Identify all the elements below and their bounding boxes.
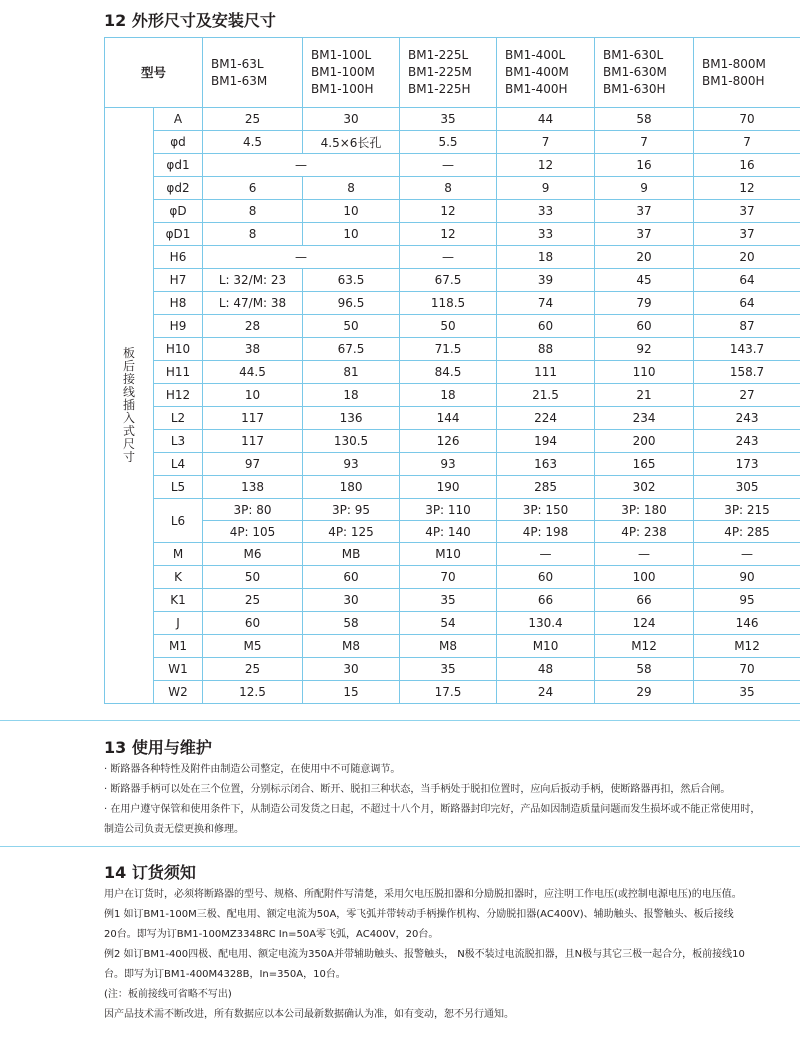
dimension-value: 8 bbox=[203, 223, 303, 246]
model-column-header bbox=[203, 38, 303, 108]
model-name: BM1-63M bbox=[211, 73, 268, 88]
dimension-value: 100 bbox=[595, 566, 694, 589]
dimension-label: φd1 bbox=[154, 154, 203, 177]
table-row bbox=[105, 246, 800, 269]
dimension-label: A bbox=[154, 108, 203, 131]
dimension-value: M12 bbox=[595, 635, 694, 658]
dimension-value: 93 bbox=[400, 453, 497, 476]
dimension-value: 24 bbox=[497, 681, 595, 704]
dimension-value: 16 bbox=[694, 154, 800, 177]
dimension-value: 200 bbox=[595, 430, 694, 453]
model-name: BM1-400H bbox=[505, 82, 568, 96]
model-name: BM1-800H bbox=[702, 73, 765, 88]
table-row bbox=[105, 543, 800, 566]
dimension-value: 12.5 bbox=[203, 681, 303, 704]
dimension-value: 64 bbox=[694, 292, 800, 315]
dimension-value: 35 bbox=[400, 658, 497, 681]
dimension-value: 10 bbox=[303, 223, 400, 246]
dimension-value: MB bbox=[303, 543, 400, 566]
ordering-line: 例2 如订BM1-400四极、配电用、额定电流为350A并带辅助触头、报警触头， N极不装过电流脱扣器，且N极与其它三极一起合分，板前接线10 bbox=[104, 949, 745, 960]
table-row bbox=[105, 338, 800, 361]
dimension-value: 16 bbox=[595, 154, 694, 177]
table-row bbox=[105, 269, 800, 292]
dimension-value: 130.4 bbox=[497, 612, 595, 635]
dimension-value: 194 bbox=[497, 430, 595, 453]
dimension-value: 144 bbox=[400, 407, 497, 430]
dimension-value: 38 bbox=[203, 338, 303, 361]
dimension-label: L5 bbox=[154, 476, 203, 499]
model-name: BM1-400M bbox=[505, 65, 569, 79]
model-column-header bbox=[497, 38, 595, 108]
table-row bbox=[105, 658, 800, 681]
table-row bbox=[105, 315, 800, 338]
dimension-value: 70 bbox=[694, 658, 800, 681]
dimension-value: 18 bbox=[400, 384, 497, 407]
dimension-value: 33 bbox=[497, 200, 595, 223]
dimension-value: 8 bbox=[400, 177, 497, 200]
ordering-line: 台。即写为订BM1-400M4328B，In=350A，10台。 bbox=[104, 969, 346, 980]
maintenance-line: · 断路器手柄可以处在三个位置，分别标示闭合、断开、脱扣三种状态，当手柄处于脱扣位置时，应向后扳动手柄，使断路器再扣，然后合闸。 bbox=[104, 784, 731, 795]
dimension-value: 4P: 105 bbox=[203, 521, 303, 543]
dimension-value: 180 bbox=[303, 476, 400, 499]
dimension-value: 25 bbox=[203, 589, 303, 612]
dimension-value: 87 bbox=[694, 315, 800, 338]
dimension-value: 50 bbox=[400, 315, 497, 338]
model-column-header bbox=[694, 38, 800, 108]
model-name: BM1-63L bbox=[211, 56, 264, 71]
dimension-value: 84.5 bbox=[400, 361, 497, 384]
dimension-value: 58 bbox=[595, 108, 694, 131]
dimension-value: 146 bbox=[694, 612, 800, 635]
table-row bbox=[105, 384, 800, 407]
model-name: BM1-800M bbox=[702, 56, 766, 71]
model-column-header bbox=[400, 38, 497, 108]
dimension-value: 243 bbox=[694, 407, 800, 430]
dimension-label: L6 bbox=[154, 499, 203, 543]
dimension-value: 96.5 bbox=[303, 292, 400, 315]
dimension-value: 243 bbox=[694, 430, 800, 453]
dimension-value: 7 bbox=[497, 131, 595, 154]
dimension-value: 90 bbox=[694, 566, 800, 589]
dimension-value: 136 bbox=[303, 407, 400, 430]
dimension-value: 5.5 bbox=[400, 131, 497, 154]
dimension-label: W1 bbox=[154, 658, 203, 681]
group-label bbox=[105, 108, 154, 704]
dimension-value: 33 bbox=[497, 223, 595, 246]
dimension-value: 190 bbox=[400, 476, 497, 499]
dimension-value: M5 bbox=[203, 635, 303, 658]
dimension-value: 10 bbox=[203, 384, 303, 407]
dimension-value: 54 bbox=[400, 612, 497, 635]
dimension-value: 81 bbox=[303, 361, 400, 384]
table-row bbox=[105, 177, 800, 200]
dimension-value: 285 bbox=[497, 476, 595, 499]
dimension-value: 93 bbox=[303, 453, 400, 476]
dimension-label: J bbox=[154, 612, 203, 635]
table-row bbox=[105, 612, 800, 635]
table-row bbox=[105, 292, 800, 315]
ordering-line: (注：板前接线可省略不写出) bbox=[104, 989, 232, 1000]
dimension-label: H10 bbox=[154, 338, 203, 361]
dimension-value: 35 bbox=[400, 589, 497, 612]
table-row bbox=[105, 108, 800, 131]
maintenance-text bbox=[104, 760, 794, 840]
dimension-label: H7 bbox=[154, 269, 203, 292]
dimension-value: 18 bbox=[303, 384, 400, 407]
dimension-value: 37 bbox=[694, 200, 800, 223]
dimension-value: 4.5 bbox=[203, 131, 303, 154]
ordering-line: 例1 如订BM1-100M三极、配电用、额定电流为50A，零飞弧并带转动手柄操作机构、分励脱扣器(AC400V)、辅助触头、报警触头、板后接线 bbox=[104, 909, 734, 920]
dimension-value: 15 bbox=[303, 681, 400, 704]
ordering-section-title: 14 订货须知 bbox=[104, 863, 196, 882]
dimension-value: 92 bbox=[595, 338, 694, 361]
dimension-value: 50 bbox=[303, 315, 400, 338]
table-row bbox=[105, 361, 800, 384]
dimension-value: 18 bbox=[497, 246, 595, 269]
dimension-label: φD bbox=[154, 200, 203, 223]
dimension-value: 110 bbox=[595, 361, 694, 384]
dimension-value: 8 bbox=[203, 200, 303, 223]
dimension-value: 66 bbox=[595, 589, 694, 612]
table-row bbox=[105, 589, 800, 612]
dimension-value: 12 bbox=[400, 223, 497, 246]
dimension-value: 79 bbox=[595, 292, 694, 315]
ordering-line: 20台。即写为订BM1-100MZ3348RC In=50A零飞弧，AC400V，20台。 bbox=[104, 929, 439, 940]
dimension-value: 35 bbox=[400, 108, 497, 131]
table-row bbox=[105, 681, 800, 704]
ordering-line: 用户在订货时，必须将断路器的型号、规格、所配附件写清楚，采用欠电压脱扣器和分励脱扣器时，应注明工作电压(或控制电源电压)的电压值。 bbox=[104, 889, 742, 900]
dimension-value: 3P: 180 bbox=[595, 499, 694, 521]
dimension-label: K1 bbox=[154, 589, 203, 612]
dimension-value: 3P: 80 bbox=[203, 499, 303, 521]
dimension-value: 4P: 125 bbox=[303, 521, 400, 543]
dimension-value: 50 bbox=[203, 566, 303, 589]
dimension-value: 9 bbox=[497, 177, 595, 200]
dimension-value: 60 bbox=[497, 315, 595, 338]
dims-section-title: 12 外形尺寸及安装尺寸 bbox=[104, 11, 276, 30]
dimension-value: 3P: 110 bbox=[400, 499, 497, 521]
dimension-label: M1 bbox=[154, 635, 203, 658]
dimension-value: 117 bbox=[203, 407, 303, 430]
dimension-value: 7 bbox=[694, 131, 800, 154]
dimension-value: 3P: 150 bbox=[497, 499, 595, 521]
dimension-value: 305 bbox=[694, 476, 800, 499]
dimension-value: — bbox=[694, 543, 800, 566]
dimension-value: 165 bbox=[595, 453, 694, 476]
model-name: BM1-630H bbox=[603, 82, 666, 96]
dimension-value: 10 bbox=[303, 200, 400, 223]
table-row bbox=[105, 223, 800, 246]
dimension-value: 25 bbox=[203, 108, 303, 131]
model-name: BM1-100M bbox=[311, 65, 375, 79]
dimension-value: — bbox=[203, 154, 400, 177]
dimension-value: 8 bbox=[303, 177, 400, 200]
dimension-value: — bbox=[497, 543, 595, 566]
dimension-value: M8 bbox=[303, 635, 400, 658]
dimension-value: 143.7 bbox=[694, 338, 800, 361]
table-row bbox=[105, 499, 800, 521]
dimension-label: H12 bbox=[154, 384, 203, 407]
dimension-value: 60 bbox=[595, 315, 694, 338]
model-column-header bbox=[303, 38, 400, 108]
dimension-value: 21.5 bbox=[497, 384, 595, 407]
dimension-value: 39 bbox=[497, 269, 595, 292]
ordering-line: 因产品技术需不断改进，所有数据应以本公司最新数据确认为准，如有变动，恕不另行通知。 bbox=[104, 1009, 514, 1020]
dimension-value: 67.5 bbox=[400, 269, 497, 292]
dimension-value: 4P: 198 bbox=[497, 521, 595, 543]
dimension-value: 63.5 bbox=[303, 269, 400, 292]
dimension-label: L2 bbox=[154, 407, 203, 430]
dimension-label: H9 bbox=[154, 315, 203, 338]
dimension-value: 12 bbox=[497, 154, 595, 177]
group-label-text: 板后接线插入式尺寸 bbox=[122, 346, 135, 464]
dimension-value: 234 bbox=[595, 407, 694, 430]
section-divider bbox=[0, 720, 800, 721]
dimension-value: 60 bbox=[497, 566, 595, 589]
model-header: 型号 bbox=[105, 38, 203, 108]
dimension-value: 58 bbox=[595, 658, 694, 681]
table-row bbox=[105, 154, 800, 177]
dimension-value: 302 bbox=[595, 476, 694, 499]
table-row bbox=[105, 430, 800, 453]
dimension-value: — bbox=[595, 543, 694, 566]
dimension-label: K bbox=[154, 566, 203, 589]
table-row bbox=[105, 131, 800, 154]
dimension-label: H8 bbox=[154, 292, 203, 315]
dimension-value: — bbox=[203, 246, 400, 269]
table-row bbox=[105, 453, 800, 476]
section-divider bbox=[0, 846, 800, 847]
dimension-value: 29 bbox=[595, 681, 694, 704]
dimension-label: L3 bbox=[154, 430, 203, 453]
dimension-value: M12 bbox=[694, 635, 800, 658]
dimension-value: 4P: 238 bbox=[595, 521, 694, 543]
model-name: BM1-225L bbox=[408, 48, 469, 62]
model-name: BM1-100H bbox=[311, 82, 374, 96]
dimension-label: M bbox=[154, 543, 203, 566]
dimension-value: 37 bbox=[595, 223, 694, 246]
dimension-value: 4.5×6长孔 bbox=[303, 131, 400, 154]
dimension-label: H11 bbox=[154, 361, 203, 384]
dimension-value: 71.5 bbox=[400, 338, 497, 361]
dimension-value: 3P: 95 bbox=[303, 499, 400, 521]
dimension-value: 45 bbox=[595, 269, 694, 292]
dimension-value: 130.5 bbox=[303, 430, 400, 453]
table-row bbox=[105, 566, 800, 589]
model-name: BM1-225M bbox=[408, 65, 472, 79]
dimension-value: 111 bbox=[497, 361, 595, 384]
dimension-value: 30 bbox=[303, 658, 400, 681]
dimension-value: 70 bbox=[400, 566, 497, 589]
dimension-value: 58 bbox=[303, 612, 400, 635]
dimension-value: 9 bbox=[595, 177, 694, 200]
maintenance-line: · 断路器各种特性及附件由制造公司整定，在使用中不可随意调节。 bbox=[104, 764, 401, 775]
dimension-label: φd bbox=[154, 131, 203, 154]
model-name: BM1-630L bbox=[603, 48, 664, 62]
dimension-value: L: 32/M: 23 bbox=[203, 269, 303, 292]
dimension-value: 20 bbox=[595, 246, 694, 269]
dimension-value: 95 bbox=[694, 589, 800, 612]
dimension-label: φD1 bbox=[154, 223, 203, 246]
dimension-value: 12 bbox=[400, 200, 497, 223]
dimension-value: 35 bbox=[694, 681, 800, 704]
maintenance-section-title: 13 使用与维护 bbox=[104, 738, 212, 757]
dimension-value: 27 bbox=[694, 384, 800, 407]
dimension-value: M6 bbox=[203, 543, 303, 566]
dimension-value: 21 bbox=[595, 384, 694, 407]
dimension-value: 163 bbox=[497, 453, 595, 476]
dimension-value: 30 bbox=[303, 589, 400, 612]
dimension-value: 48 bbox=[497, 658, 595, 681]
dimension-value: 37 bbox=[694, 223, 800, 246]
dimension-label: φd2 bbox=[154, 177, 203, 200]
dimension-label: W2 bbox=[154, 681, 203, 704]
dimension-label: H6 bbox=[154, 246, 203, 269]
dimension-value: 44 bbox=[497, 108, 595, 131]
model-column-header bbox=[595, 38, 694, 108]
dimension-value: 6 bbox=[203, 177, 303, 200]
model-name: BM1-630M bbox=[603, 65, 667, 79]
dimension-value: 12 bbox=[694, 177, 800, 200]
dimension-value: 60 bbox=[203, 612, 303, 635]
dimension-value: L: 47/M: 38 bbox=[203, 292, 303, 315]
maintenance-line: · 在用户遵守保管和使用条件下，从制造公司发货之日起，不超过十八个月，断路器封印完好，产品如因制造质量问题而发生损坏或不能正常使用时， bbox=[104, 804, 761, 815]
table-row bbox=[105, 635, 800, 658]
dimension-value: 117 bbox=[203, 430, 303, 453]
dimension-value: — bbox=[400, 154, 497, 177]
dimension-value: 124 bbox=[595, 612, 694, 635]
model-name: BM1-100L bbox=[311, 48, 372, 62]
dimension-value: 3P: 215 bbox=[694, 499, 800, 521]
dimension-value: 118.5 bbox=[400, 292, 497, 315]
table-row bbox=[105, 521, 800, 543]
dimension-value: 20 bbox=[694, 246, 800, 269]
dimension-value: 74 bbox=[497, 292, 595, 315]
dimension-value: 224 bbox=[497, 407, 595, 430]
dimension-value: 66 bbox=[497, 589, 595, 612]
model-name: BM1-400L bbox=[505, 48, 566, 62]
table-row bbox=[105, 407, 800, 430]
dimension-value: 44.5 bbox=[203, 361, 303, 384]
dimension-value: M10 bbox=[400, 543, 497, 566]
dimension-value: 25 bbox=[203, 658, 303, 681]
dimension-value: 17.5 bbox=[400, 681, 497, 704]
model-name: BM1-225H bbox=[408, 82, 471, 96]
dimension-value: — bbox=[400, 246, 497, 269]
dimension-value: 138 bbox=[203, 476, 303, 499]
dimension-value: 64 bbox=[694, 269, 800, 292]
dimension-value: 60 bbox=[303, 566, 400, 589]
dimension-value: 67.5 bbox=[303, 338, 400, 361]
dimension-value: 70 bbox=[694, 108, 800, 131]
ordering-text bbox=[104, 885, 794, 1025]
dimension-value: 37 bbox=[595, 200, 694, 223]
dimension-value: 97 bbox=[203, 453, 303, 476]
dimension-value: 4P: 140 bbox=[400, 521, 497, 543]
dimension-value: M10 bbox=[497, 635, 595, 658]
dimension-label: L4 bbox=[154, 453, 203, 476]
table-row bbox=[105, 476, 800, 499]
dimension-value: 7 bbox=[595, 131, 694, 154]
dimensions-table bbox=[104, 37, 800, 704]
dimension-value: 4P: 285 bbox=[694, 521, 800, 543]
maintenance-line: 制造公司负责无偿更换和修理。 bbox=[104, 824, 244, 835]
dimension-value: 28 bbox=[203, 315, 303, 338]
dimension-value: 88 bbox=[497, 338, 595, 361]
table-row bbox=[105, 200, 800, 223]
dimension-value: 126 bbox=[400, 430, 497, 453]
dimension-value: 30 bbox=[303, 108, 400, 131]
dimension-value: 158.7 bbox=[694, 361, 800, 384]
dimension-value: M8 bbox=[400, 635, 497, 658]
dimension-value: 173 bbox=[694, 453, 800, 476]
